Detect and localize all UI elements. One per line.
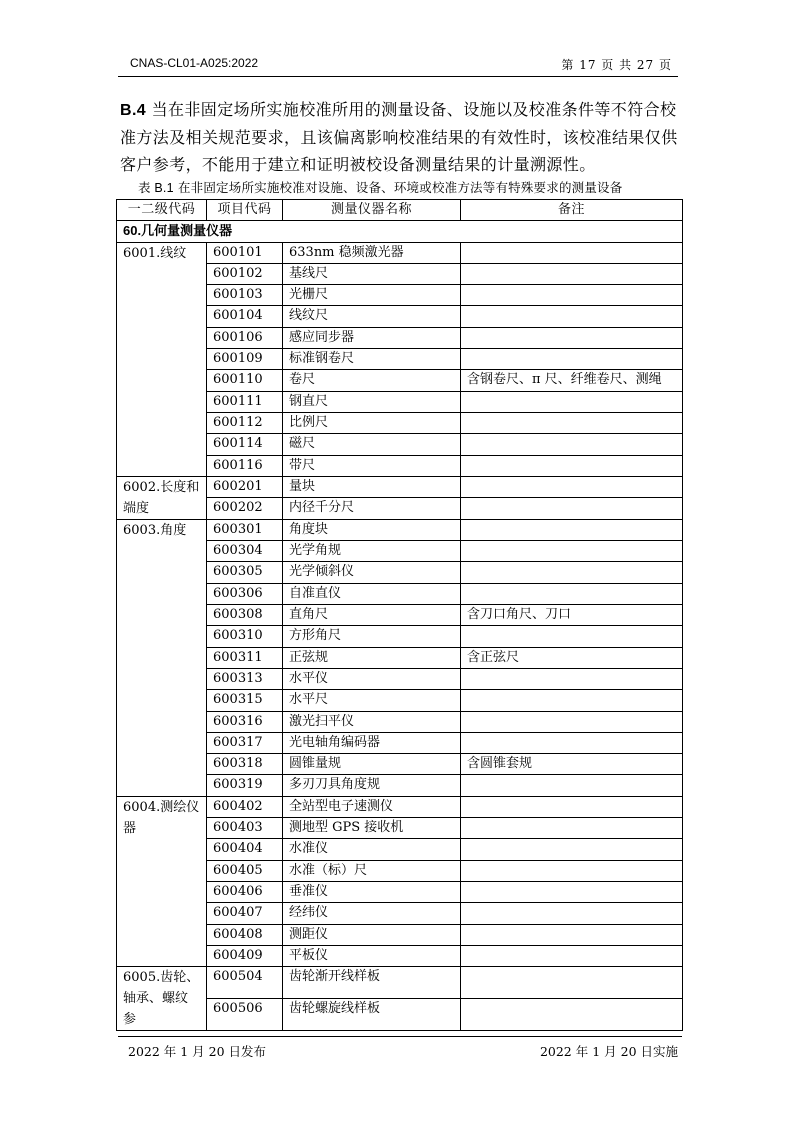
remarks: 含正弦尺 <box>461 647 683 668</box>
instrument-name: 线纹尺 <box>283 306 461 327</box>
remarks <box>461 412 683 433</box>
item-code: 600106 <box>207 327 283 348</box>
instrument-name: 测地型 GPS 接收机 <box>283 818 461 839</box>
item-code: 600318 <box>207 754 283 775</box>
instrument-name: 自准直仪 <box>283 583 461 604</box>
remarks <box>461 263 683 284</box>
remarks <box>461 285 683 306</box>
instrument-name: 垂准仪 <box>283 881 461 902</box>
table-number: 表 B.1 <box>138 181 174 195</box>
section-number: B.4 <box>120 102 147 119</box>
section-b4-paragraph <box>120 96 680 178</box>
instrument-name: 圆锥量规 <box>283 754 461 775</box>
item-code: 600201 <box>207 476 283 498</box>
document-code: CNAS-CL01-A025:2022 <box>130 56 259 70</box>
instrument-name: 光学倾斜仪 <box>283 562 461 583</box>
item-code: 600308 <box>207 605 283 626</box>
remarks <box>461 818 683 839</box>
instrument-name: 正弦规 <box>283 647 461 668</box>
item-code: 600109 <box>207 349 283 370</box>
remarks <box>461 562 683 583</box>
remarks <box>461 434 683 455</box>
item-code: 600402 <box>207 796 283 817</box>
instrument-name: 经纬仪 <box>283 903 461 924</box>
instrument-name: 水平仪 <box>283 668 461 689</box>
remarks <box>461 881 683 902</box>
instrument-name: 光学角规 <box>283 541 461 562</box>
remarks <box>461 242 683 263</box>
category-title: 60.几何量测量仪器 <box>117 221 683 242</box>
table-row <box>117 476 683 498</box>
table-caption <box>138 178 678 196</box>
remarks <box>461 860 683 881</box>
page-header <box>118 54 678 77</box>
item-code: 600103 <box>207 285 283 306</box>
instrument-name: 测距仪 <box>283 924 461 945</box>
item-code: 600403 <box>207 818 283 839</box>
item-code: 600304 <box>207 541 283 562</box>
item-code: 600116 <box>207 455 283 476</box>
instrument-name: 光电轴角编码器 <box>283 732 461 753</box>
item-code: 600311 <box>207 647 283 668</box>
table-row <box>117 242 683 263</box>
remarks <box>461 476 683 498</box>
remarks <box>461 349 683 370</box>
instrument-name: 激光扫平仪 <box>283 711 461 732</box>
remarks <box>461 732 683 753</box>
instrument-name: 水平尺 <box>283 690 461 711</box>
instrument-name: 标准钢卷尺 <box>283 349 461 370</box>
implementation-date: 2022 年 1 月 20 日实施 <box>539 1044 678 1059</box>
instrument-name: 光栅尺 <box>283 285 461 306</box>
remarks <box>461 711 683 732</box>
section-text: 当在非固定场所实施校准所用的测量设备、设施以及校准条件等不符合校准方法及相关规范要求，且该偏离影响校准结果的有效性时，该校准结果仅供客户参考，不能用于建立和证明被校设备测量结果的计量溯源性。 <box>120 100 678 174</box>
remarks <box>461 924 683 945</box>
instrument-name: 内径千分尺 <box>283 498 461 520</box>
group-code: 6002.长度和端度 <box>117 476 207 519</box>
item-code: 600305 <box>207 562 283 583</box>
remarks <box>461 519 683 540</box>
instrument-name: 带尺 <box>283 455 461 476</box>
remarks <box>461 306 683 327</box>
instrument-name: 633nm 稳频激光器 <box>283 242 461 263</box>
instrument-name: 多刃刀具角度规 <box>283 775 461 796</box>
issue-date: 2022 年 1 月 20 日发布 <box>128 1044 267 1059</box>
instrument-name: 角度块 <box>283 519 461 540</box>
instrument-name: 钢直尺 <box>283 391 461 412</box>
remarks <box>461 775 683 796</box>
item-code: 600404 <box>207 839 283 860</box>
item-code: 600114 <box>207 434 283 455</box>
table-title: 在非固定场所实施校准对设施、设备、环境或校准方法等有特殊要求的测量设备 <box>177 180 623 195</box>
instrument-name: 全站型电子速测仪 <box>283 796 461 817</box>
remarks <box>461 796 683 817</box>
remarks <box>461 839 683 860</box>
item-code: 600405 <box>207 860 283 881</box>
remarks: 含钢卷尺、π 尺、纤维卷尺、测绳 <box>461 370 683 391</box>
remarks <box>461 583 683 604</box>
instrument-name: 方形角尺 <box>283 626 461 647</box>
item-code: 600102 <box>207 263 283 284</box>
category-row <box>117 221 683 242</box>
item-code: 600409 <box>207 945 283 966</box>
table-row <box>117 967 683 999</box>
instrument-name: 比例尺 <box>283 412 461 433</box>
item-code: 600319 <box>207 775 283 796</box>
group-code: 6003.角度 <box>117 519 207 796</box>
item-code: 600408 <box>207 924 283 945</box>
item-code: 600317 <box>207 732 283 753</box>
item-code: 600202 <box>207 498 283 520</box>
header-level-code: 一二级代码 <box>117 200 207 221</box>
instrument-name: 水准（标）尺 <box>283 860 461 881</box>
item-code: 600310 <box>207 626 283 647</box>
group-code: 6001.线纹 <box>117 242 207 476</box>
item-code: 600112 <box>207 412 283 433</box>
remarks <box>461 967 683 999</box>
item-code: 600111 <box>207 391 283 412</box>
remarks <box>461 903 683 924</box>
remarks <box>461 327 683 348</box>
remarks <box>461 690 683 711</box>
item-code: 600104 <box>207 306 283 327</box>
instrument-name: 量块 <box>283 476 461 498</box>
header-item-code: 项目代码 <box>207 200 283 221</box>
remarks: 含圆锥套规 <box>461 754 683 775</box>
item-code: 600406 <box>207 881 283 902</box>
item-code: 600407 <box>207 903 283 924</box>
equipment-table <box>116 199 683 1031</box>
header-remarks: 备注 <box>461 200 683 221</box>
remarks <box>461 626 683 647</box>
instrument-name: 平板仪 <box>283 945 461 966</box>
remarks <box>461 455 683 476</box>
table-header-row <box>117 200 683 221</box>
page-number: 第 17 页 共 27 页 <box>561 58 672 72</box>
remarks <box>461 945 683 966</box>
item-code: 600301 <box>207 519 283 540</box>
group-code: 6005.齿轮、轴承、螺纹参 <box>117 967 207 1031</box>
instrument-name: 齿轮螺旋线样板 <box>283 999 461 1031</box>
remarks: 含刀口角尺、刀口 <box>461 605 683 626</box>
item-code: 600315 <box>207 690 283 711</box>
item-code: 600506 <box>207 999 283 1031</box>
item-code: 600313 <box>207 668 283 689</box>
table-row <box>117 519 683 540</box>
instrument-name: 卷尺 <box>283 370 461 391</box>
instrument-name: 水准仪 <box>283 839 461 860</box>
instrument-name: 磁尺 <box>283 434 461 455</box>
remarks <box>461 498 683 520</box>
group-code: 6004.测绘仪器 <box>117 796 207 966</box>
instrument-name: 直角尺 <box>283 605 461 626</box>
footer-divider <box>118 1036 682 1037</box>
remarks <box>461 541 683 562</box>
header-instrument-name: 测量仪器名称 <box>283 200 461 221</box>
table-row <box>117 796 683 817</box>
instrument-name: 齿轮渐开线样板 <box>283 967 461 999</box>
remarks <box>461 999 683 1031</box>
item-code: 600101 <box>207 242 283 263</box>
remarks <box>461 668 683 689</box>
instrument-name: 感应同步器 <box>283 327 461 348</box>
item-code: 600110 <box>207 370 283 391</box>
instrument-name: 基线尺 <box>283 263 461 284</box>
item-code: 600316 <box>207 711 283 732</box>
item-code: 600306 <box>207 583 283 604</box>
remarks <box>461 391 683 412</box>
item-code: 600504 <box>207 967 283 999</box>
